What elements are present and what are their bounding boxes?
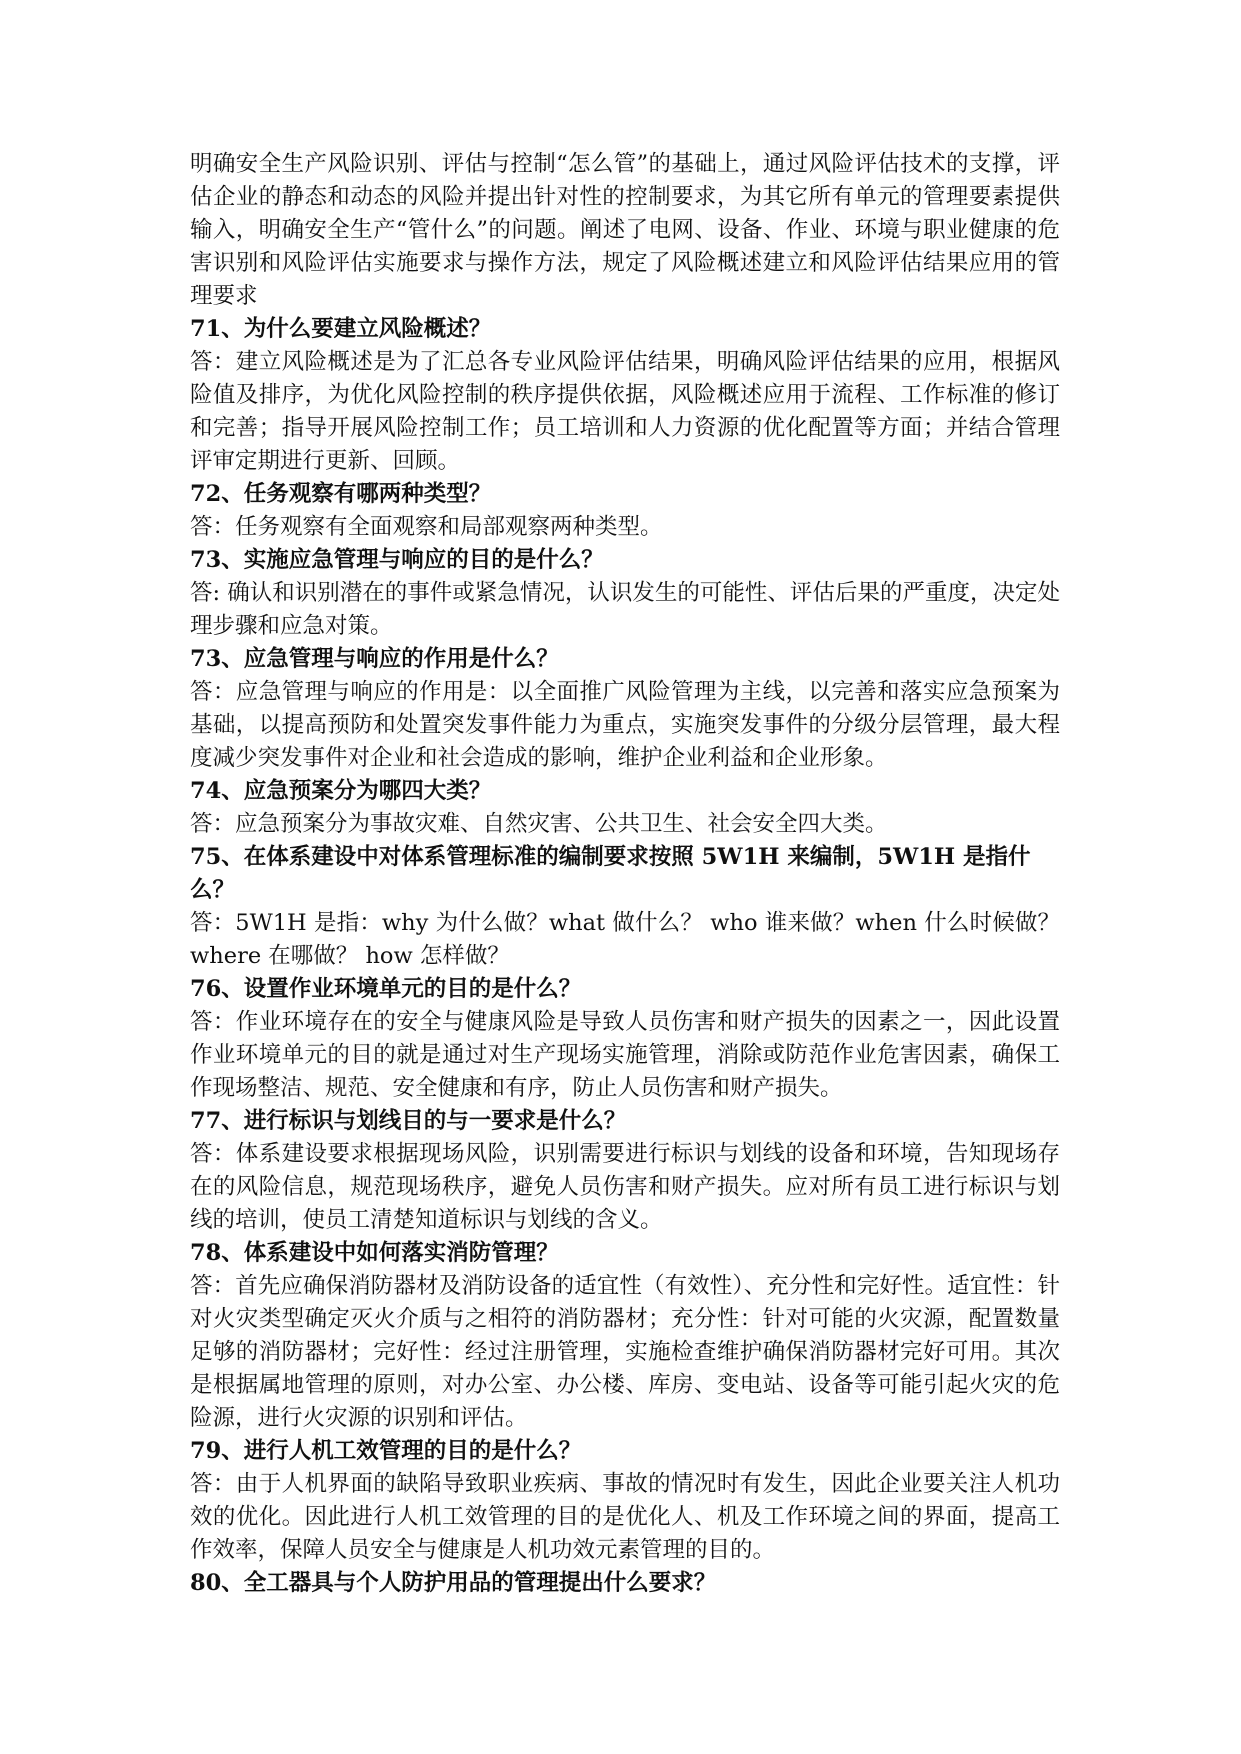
answer-78: 答：首先应确保消防器材及消防设备的适宜性（有效性）、充分性和完好性。适宜性：针对火灾类型确定灭火介质与之相符的消防器材；充分性：针对可能的火灾源，配置数量足够的消防器材；完好性：经过注册管理，实施检查维护确保消防器材完好可用。其次是根据属地管理的原则，对办公室、办公楼、库房、变电站、设备等可能引起火灾的危险源，进行火灾源的识别和评估。 <box>190 1273 1060 1431</box>
answer-75: 答：5W1H 是指：why 为什么做？what 做什么？ who 谁来做？when 什么时候做？where 在哪做？ how 怎样做？ <box>190 910 1060 969</box>
question-73a: 73、实施应急管理与响应的目的是什么？ <box>190 547 604 573</box>
answer-79: 答：由于人机界面的缺陷导致职业疾病、事故的情况时有发生，因此企业要关注人机功效的优化。因此进行人机工效管理的目的是优化人、机及工作环境之间的界面，提高工作效率，保障人员安全与健康是人机功效元素管理的目的。 <box>190 1471 1060 1563</box>
intro-paragraph: 明确安全生产风险识别、评估与控制“怎么管”的基础上，通过风险评估技术的支撑，评估企业的静态和动态的风险并提出针对性的控制要求，为其它所有单元的管理要素提供输入，明确安全生产“管什么”的问题。阐述了电网、设备、作业、环境与职业健康的危害识别和风险评估实施要求与操作方法，规定了风险概述建立和风险评估结果应用的管理要求 <box>190 151 1060 309</box>
answer-77: 答：体系建设要求根据现场风险，识别需要进行标识与划线的设备和环境，告知现场存在的风险信息，规范现场秩序，避免人员伤害和财产损失。应对所有员工进行标识与划线的培训，使员工清楚知道标识与划线的含义。 <box>190 1141 1060 1233</box>
answer-71: 答：建立风险概述是为了汇总各专业风险评估结果，明确风险评估结果的应用，根据风险值及排序，为优化风险控制的秩序提供依据，风险概述应用于流程、工作标准的修订和完善；指导开展风险控制工作；员工培训和人力资源的优化配置等方面；并结合管理评审定期进行更新、回顾。 <box>190 349 1060 474</box>
question-74: 74、应急预案分为哪四大类？ <box>190 778 492 804</box>
question-75: 75、在体系建设中对体系管理标准的编制要求按照 5W1H 来编制，5W1H 是指什么？ <box>190 844 1031 903</box>
question-73b: 73、应急管理与响应的作用是什么？ <box>190 646 559 672</box>
answer-74: 答：应急预案分为事故灾难、自然灾害、公共卫生、社会安全四大类。 <box>190 811 888 837</box>
question-79: 79、进行人机工效管理的目的是什么？ <box>190 1438 582 1464</box>
question-77: 77、进行标识与划线目的与一要求是什么？ <box>190 1108 627 1134</box>
question-78: 78、体系建设中如何落实消防管理？ <box>190 1240 559 1266</box>
document-page <box>190 148 1060 1600</box>
answer-76: 答：作业环境存在的安全与健康风险是导致人员伤害和财产损失的因素之一，因此设置作业环境单元的目的就是通过对生产现场实施管理，消除或防范作业危害因素，确保工作现场整洁、规范、安全健康和有序，防止人员伤害和财产损失。 <box>190 1009 1060 1101</box>
question-71: 71、为什么要建立风险概述？ <box>190 316 492 342</box>
answer-73b: 答：应急管理与响应的作用是：以全面推广风险管理为主线，以完善和落实应急预案为基础，以提高预防和处置突发事件能力为重点，实施突发事件的分级分层管理，最大程度减少突发事件对企业和社会造成的影响，维护企业利益和企业形象。 <box>190 679 1060 771</box>
answer-72: 答：任务观察有全面观察和局部观察两种类型。 <box>190 514 663 540</box>
answer-73a: 答: 确认和识别潜在的事件或紧急情况，认识发生的可能性、评估后果的严重度，决定处理步骤和应急对策。 <box>190 580 1060 639</box>
question-76: 76、设置作业环境单元的目的是什么？ <box>190 976 582 1002</box>
question-72: 72、任务观察有哪两种类型？ <box>190 481 492 507</box>
question-80: 80、全工器具与个人防护用品的管理提出什么要求？ <box>190 1570 717 1596</box>
